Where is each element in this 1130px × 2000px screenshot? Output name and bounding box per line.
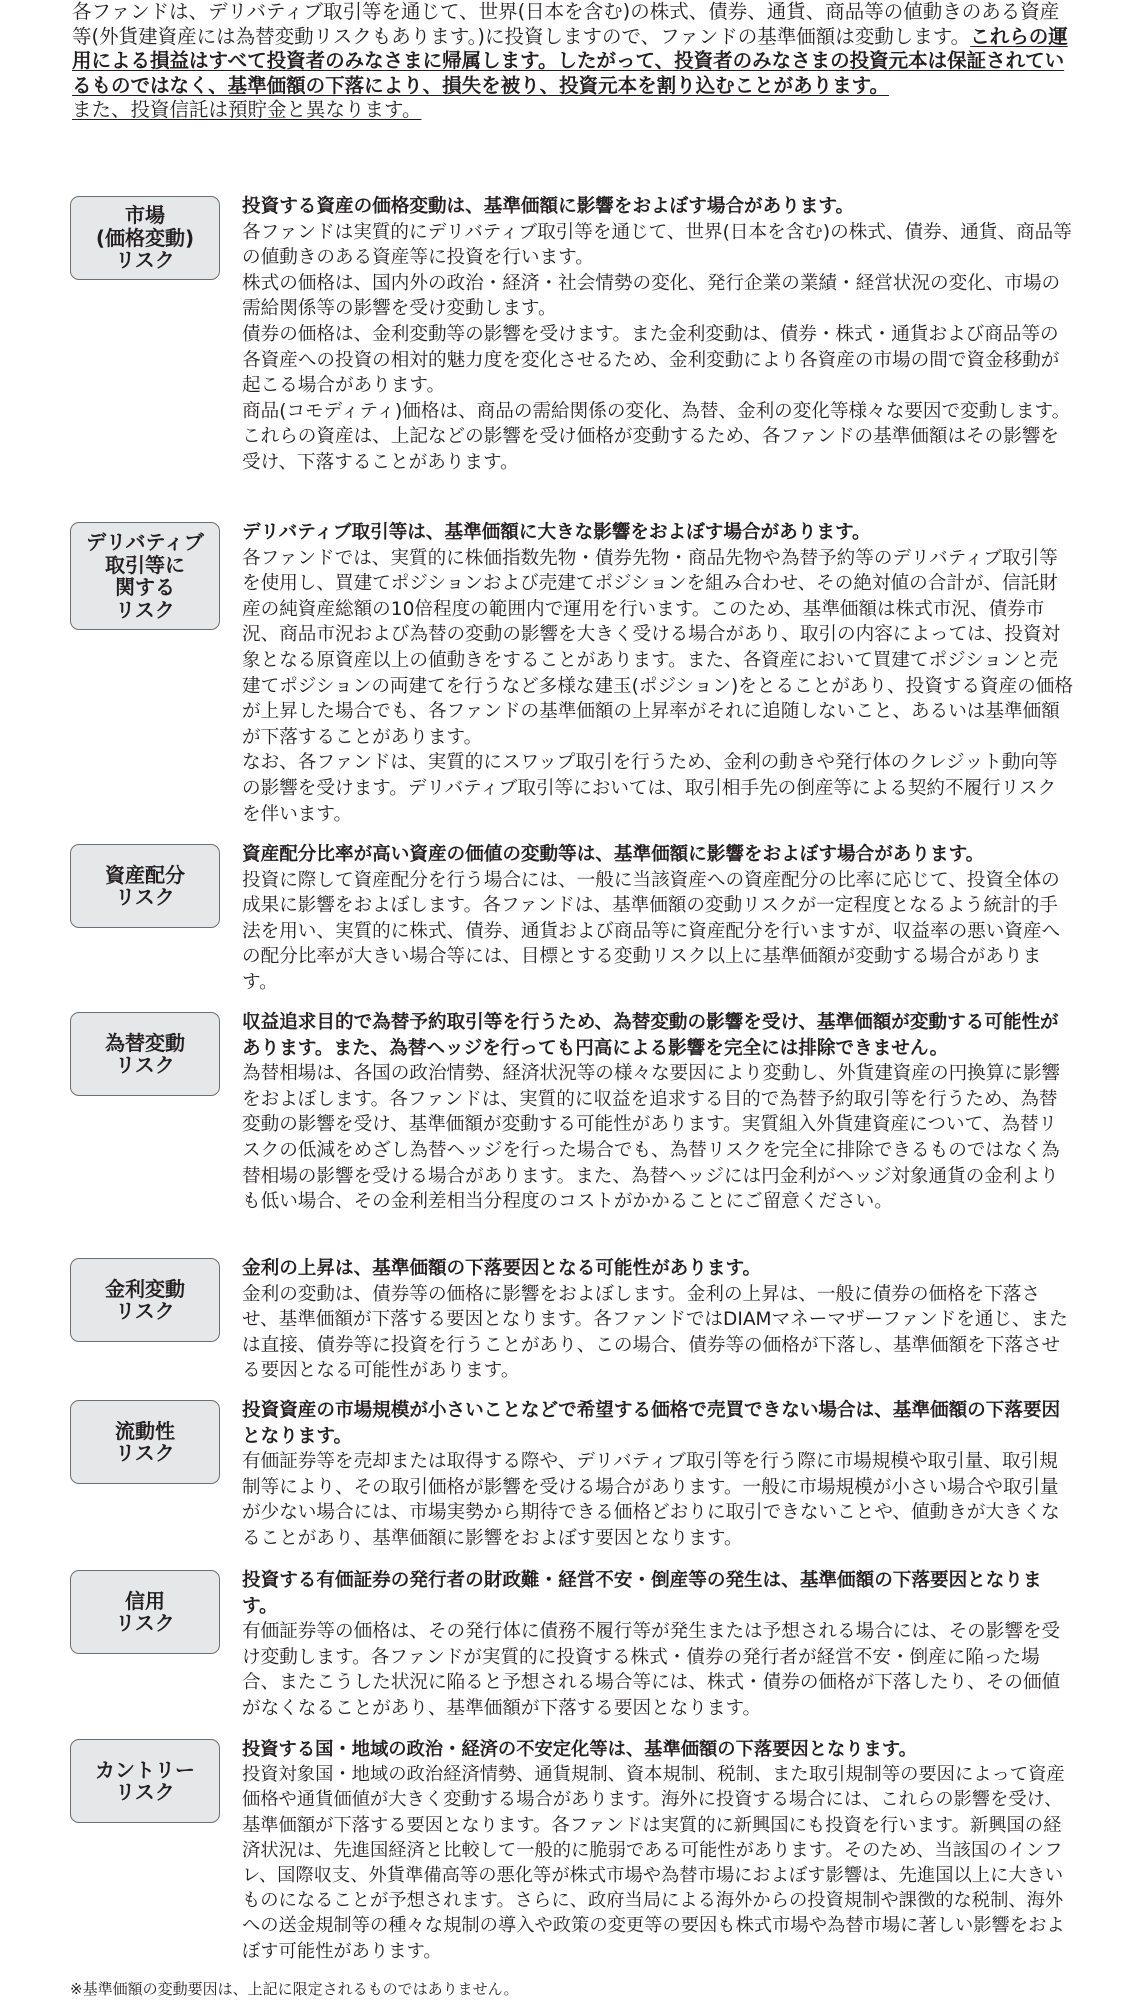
risk-label: 流動性 リスク: [115, 1418, 175, 1465]
risk-heading: 投資する国・地域の政治・経済の不安定化等は、基準価額の下落要因となります。: [242, 1739, 917, 1760]
risk-content: [242, 1398, 1074, 1552]
risk-label-badge: [70, 844, 220, 928]
risk-content: [242, 520, 1074, 827]
risk-heading: 金利の上昇は、基準価額の下落要因となる可能性があります。: [242, 1258, 762, 1279]
risk-paragraph: 有価証券等を売却または取得する際や、デリバティブ取引等を行う際に市場規模や取引量、取引規制等により、その取引価格が影響を受ける場合があります。一般に市場規模が小さい場合や取引量が少ない場合には、市場実勢から期待できる価格どおりに取引できないことや、値動きが大きくなることがあり、基準価額に影響をおよぼす要因となります。: [242, 1451, 1060, 1549]
risk-content: [242, 194, 1074, 476]
risk-label: 市場 (価格変動) リスク: [95, 203, 195, 273]
risk-content: [242, 1737, 1074, 1964]
footnote: ※基準価額の変動要因は、上記に限定されるものではありません。: [70, 1980, 519, 1998]
risk-label: カントリー リスク: [95, 1757, 195, 1804]
risk-paragraph: 投資対象国・地域の政治経済情勢、通貨規制、資本規制、税制、また取引規制等の要因によって資産価格や通貨価値が大きく変動する場合があります。海外に投資する場合には、これらの影響を受け、基準価額が下落する要因となります。各ファンドは実質的に新興国にも投資を行います。新興国の経済状況は、先進国経済と比較して一般的に脆弱である可能性があります。そのため、当該国のインフレ、国際収支、外貨準備高等の悪化等が株式市場や為替市場におよぼす影響は、先進国以上に大きいものになることが予想されます。さらに、政府当局による海外からの投資規制や課徴的な税制、海外への送金規制等の種々な規制の導入や政策の変更等の要因も株式市場や為替市場に著しい影響をおよぼす可能性があります。: [242, 1764, 1065, 1962]
risk-label: 金利変動 リスク: [105, 1276, 185, 1323]
risk-heading: 投資する有価証券の発行者の財政難・経営不安・倒産等の発生は、基準価額の下落要因となります。: [242, 1570, 1042, 1617]
risk-paragraph: 為替相場は、各国の政治情勢、経済状況等の様々な要因により変動し、外貨建資産の円換算に影響をおよぼします。各ファンドは、実質的に収益を追求する目的で為替予約取引等を行うため、為替変動の影響を受け、基準価額が変動する可能性があります。実質組入外貨建資産について、為替リスクの低減をめざし為替ヘッジを行った場合でも、為替リスクを完全に排除できるものではなく為替相場の影響を受ける場合があります。また、為替ヘッジには円金利がヘッジ対象通貨の金利よりも低い場合、その金利差相当分程度のコストがかかることにご留意ください。: [242, 1063, 1061, 1213]
risk-heading: 収益追求目的で為替予約取引等を行うため、為替変動の影響を受け、基準価額が変動する可能性があります。また、為替ヘッジを行っても円高による影響を完全には排除できません。: [242, 1012, 1059, 1059]
risk-paragraph: 投資に際して資産配分を行う場合には、一般に当該資産への資産配分の比率に応じて、投資全体の成果に影響をおよぼします。各ファンドは、基準価額の変動リスクが一定程度となるよう統計的手法を用い、実質的に株式、債券、通貨および商品等に資産配分を行いますが、収益率の悪い資産への配分比率が大きい場合等には、目標とする変動リスク以上に基準価額が変動する場合があります。: [242, 869, 1061, 993]
risk-label-badge: [70, 1400, 220, 1484]
risk-paragraph: なお、各ファンドは、実質的にスワップ取引を行うため、金利の動きや発行体のクレジット動向等の影響を受けます。デリバティブ取引等においては、取引相手先の倒産等による契約不履行リスクを伴います。: [242, 752, 1058, 825]
risk-content: [242, 1010, 1074, 1215]
risk-heading: 資産配分比率が高い資産の価値の変動等は、基準価額に影響をおよぼす場合があります。: [242, 844, 985, 865]
risk-label-badge: [70, 1258, 220, 1342]
risk-paragraph: 有価証券等の価格は、その発行体に債務不履行等が発生または予想される場合には、その影響を受け変動します。各ファンドが実質的に投資する株式・債券の発行者が経営不安・倒産に陥った場合、またこうした状況に陥ると予想される場合等には、株式・債券の価格が下落したり、その価値がなくなることがあり、基準価額が下落する要因となります。: [242, 1621, 1061, 1719]
risk-paragraph: 商品(コモディティ)価格は、商品の需給関係の変化、為替、金利の変化等様々な要因で変動します。: [242, 400, 1071, 422]
risk-paragraph: 株式の価格は、国内外の政治・経済・社会情勢の変化、発行企業の業績・経営状況の変化、市場の需給関係等の影響を受け変動します。: [242, 272, 1061, 320]
risk-label: 為替変動 リスク: [105, 1030, 185, 1077]
intro-line-3: また、投資信託は預貯金と異なります。: [72, 98, 422, 122]
risk-label-badge: [70, 1012, 220, 1096]
intro-block: [72, 0, 1070, 123]
risk-label: 信用 リスク: [115, 1588, 175, 1635]
risk-paragraph: 金利の変動は、債券等の価格に影響をおよぼします。金利の上昇は、一般に債券の価格を下落させ、基準価額が下落する要因となります。各ファンドではDIAMマネーマザーファンドを通じ、または直接、債券等に投資を行うことがあり、この場合、債券等の価格が下落し、基準価額を下落させる要因となる可能性があります。: [242, 1283, 1068, 1382]
risk-paragraph: 各ファンドでは、実質的に株価指数先物・債券先物・商品先物や為替予約等のデリバティブ取引等を使用し、買建てポジションおよび売建てポジションを組み合わせ、その絶対値の合計が、信託財産の純資産総額の10倍程度の範囲内で運用を行います。このため、基準価額は株式市況、債券市況、商品市況および為替の変動の影響を大きく受ける場合があり、取引の内容によっては、投資対象となる原資産以上の値動きをすることがあります。また、各資産において買建てポジションと売建てポジションの両建てを行うなど多様な建玉(ポジション)をとることがあり、投資する資産の価格が上昇した場合でも、各ファンドの基準価額の上昇率がそれに追随しないこと、あるいは基準価額が下落することがあります。: [242, 547, 1073, 748]
intro-line-2-emphasis: これらの運用による損益はすべて投資者のみなさまに帰属します。したがって、投資者のみなさまの投資元本は保証されているものではなく、基準価額の下落により、損失を被り、投資元本を割り込むことがあります。: [72, 24, 1068, 97]
intro-text: [72, 0, 1070, 98]
risk-heading: デリバティブ取引等は、基準価額に大きな影響をおよぼす場合があります。: [242, 522, 871, 543]
risk-content: [242, 1256, 1074, 1384]
risk-heading: 投資資産の市場規模が小さいことなどで希望する価格で売買できない場合は、基準価額の下落要因となります。: [242, 1400, 1061, 1447]
risk-label-badge: [70, 196, 220, 280]
risk-label-badge: [70, 522, 220, 630]
risk-content: [242, 842, 1074, 996]
risk-label-badge: [70, 1570, 220, 1654]
intro-line-1: 各ファンドは、デリバティブ取引等を通じて、世界(日本を含む)の株式、債券、通貨、商品等の値動きのある資産等(外貨建資産には為替変動リスクもあります。)に投資しますので、ファンドの基準価額は変動します。: [72, 0, 1060, 48]
risk-heading: 投資する資産の価格変動は、基準価額に影響をおよぼす場合があります。: [242, 196, 855, 217]
risk-content: [242, 1568, 1074, 1722]
risk-label: 資産配分 リスク: [105, 862, 185, 909]
risk-label: デリバティブ 取引等に 関する リスク: [86, 530, 204, 622]
risk-paragraph: 各ファンドは実質的にデリバティブ取引等を通じて、世界(日本を含む)の株式、債券、通貨、商品等の値動きのある資産等に投資を行います。: [242, 221, 1072, 269]
risk-label-badge: [70, 1739, 220, 1823]
risk-paragraph: 債券の価格は、金利変動等の影響を受けます。また金利変動は、債券・株式・通貨および商品等の各資産への投資の相対的魅力度を変化させるため、金利変動により各資産の市場の間で資金移動が起こる場合があります。: [242, 323, 1060, 397]
risk-paragraph: これらの資産は、上記などの影響を受け価格が変動するため、各ファンドの基準価額はその影響を受け、下落することがあります。: [242, 426, 1060, 473]
